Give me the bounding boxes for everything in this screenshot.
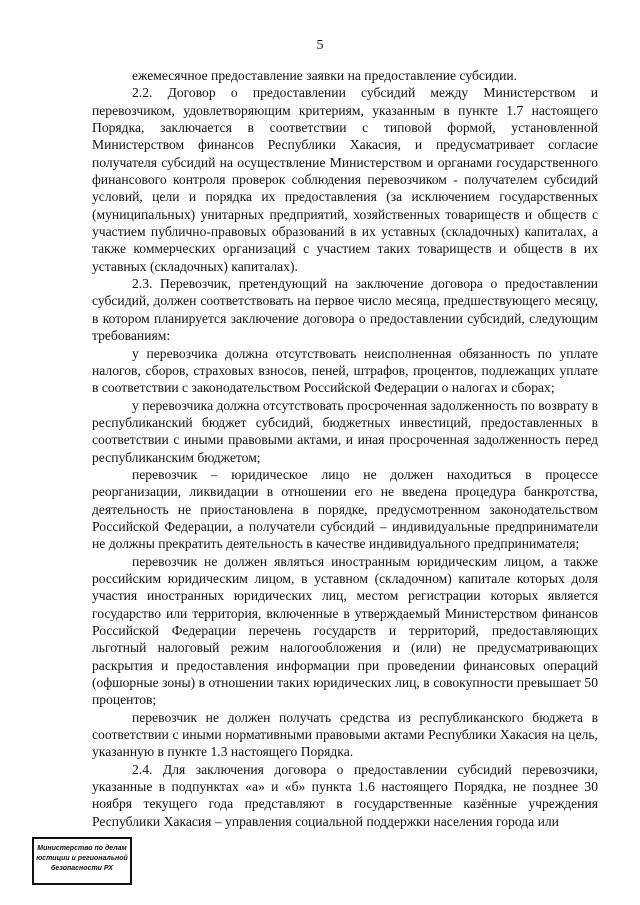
paragraph-2-4: 2.4. Для заключения договора о предоставлении субсидий перевозчики, указанные в подпунктах «а» и «б» пункта 1.6 настоящего Порядка, не позднее 30 ноября текущего года представляют в государственные казённые учреждения Республики Хакасия – управления социальной поддержки населения города или (92, 761, 598, 829)
requirement-debt: у перевозчика должна отсутствовать просроченная задолженность по возврату в республиканский бюджет субсидий, бюджетных инвестиций, предоставленных в соответствии с иными правовыми актами, и иная просроченная задолженность перед республиканским бюджетом; (92, 397, 598, 465)
requirement-foreign-entity: перевозчик не должен являться иностранным юридическим лицом, а также российским юридическим лицом, в уставном (складочном) капитале которых доля участия иностранных юридических лиц, местом регистрации которых является государство или территория, включенные в утверждаемый Министерством финансов Российской Федерации перечень государств и территорий, предоставляющих льготный налоговый режим налогообложения и (или) не предусматривающих раскрытия и предоставления информации при проведении финансовых операций (офшорные зоны) в отношении таких юридических лиц, в совокупности превышает 50 процентов; (92, 553, 598, 708)
requirement-taxes: у перевозчика должна отсутствовать неисполненная обязанность по уплате налогов, сборов, страховых взносов, пеней, штрафов, процентов, подлежащих уплате в соответствии с законодательством Российской Федерации о налогах и сборах; (92, 345, 598, 396)
page-number: 5 (316, 38, 324, 53)
stamp-line-3: безопасности РХ (51, 865, 113, 872)
paragraph-2-2: 2.2. Договор о предоставлении субсидий между Министерством и перевозчиком, удовлетворяющим критериям, указанным в пункте 1.7 настоящего Порядка, заключается в соответствии с типовой формой, установленной Министерством финансов Республики Хакасия, и предусматривает согласие получателя субсидий на осуществление Министерством и органами государственного финансового контроля проверок соблюдения перевозчиком - получателем субсидий условий, цели и порядка их предоставления (за исключением государственных (муниципальных) унитарных предприятий, хозяйственных товариществ и обществ с участием публично-правовых образований в их уставных (складочных) капиталах, а также коммерческих организаций с участием таких товариществ и обществ в их уставных (складочных) капиталах). (92, 85, 598, 274)
requirement-other-funds: перевозчик не должен получать средства из республиканского бюджета в соответствии с иными нормативными правовыми актами Республики Хакасия на цель, указанную в пункте 1.3 настоящего Порядка. (92, 709, 598, 760)
stamp-line-2: юстиции и региональной (36, 855, 128, 862)
document-body (92, 67, 598, 830)
ministry-stamp (32, 837, 132, 885)
paragraph-2-3: 2.3. Перевозчик, претендующий на заключение договора о предоставлении субсидий, должен соответствовать на первое число месяца, предшествующего месяцу, в котором планируется заключение договора о предоставлении субсидий, следующим требованиям: (92, 276, 598, 344)
paragraph-continuation: ежемесячное предоставление заявки на предоставление субсидии. (132, 68, 518, 83)
requirement-reorganization: перевозчик – юридическое лицо не должен находиться в процессе реорганизации, ликвидации в отношении его не введена процедура банкротства, деятельность не приостановлена в порядке, предусмотренном законодательством Российской Федерации, а получатели субсидий – индивидуальные предприниматели не должны прекратить деятельность в качестве индивидуального предпринимателя; (92, 466, 598, 552)
stamp-line-1: Министерство по делам (37, 845, 127, 852)
